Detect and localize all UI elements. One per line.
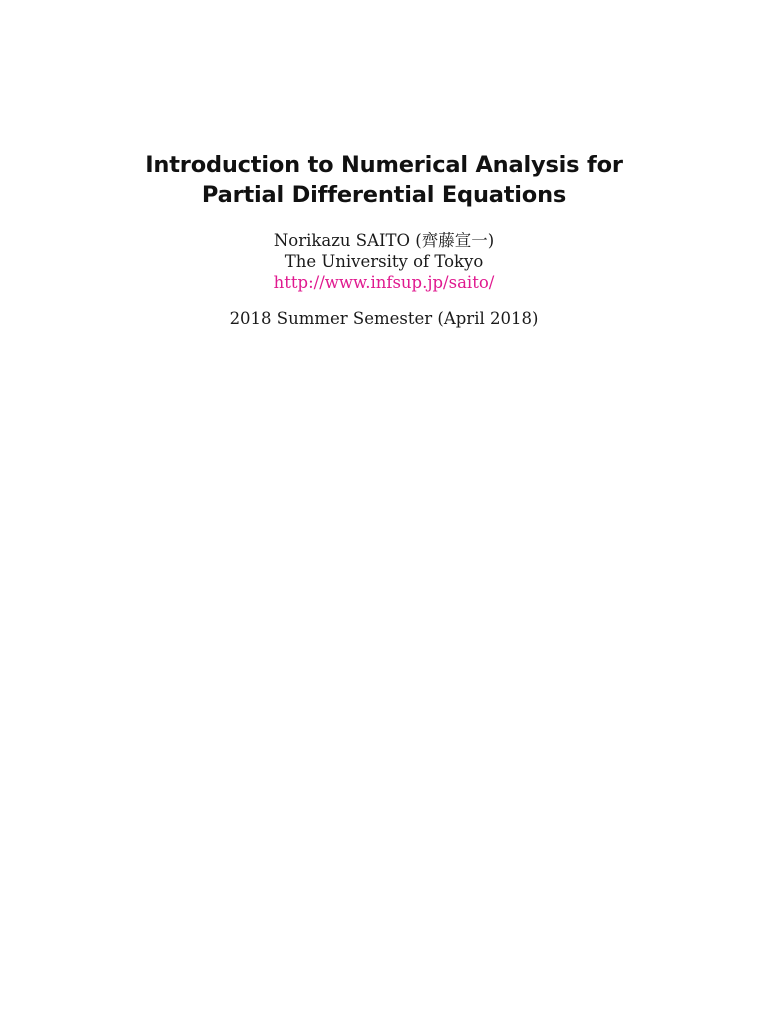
title-line-1: Introduction to Numerical Analysis for: [145, 152, 623, 178]
author-name: Norikazu SAITO (齊藤宣一): [273, 231, 495, 250]
author-homepage-link[interactable]: http://www.infsup.jp/saito/: [273, 273, 495, 292]
author-affiliation: The University of Tokyo: [284, 252, 484, 271]
document-title: [0, 150, 768, 210]
semester-date: 2018 Summer Semester (April 2018): [229, 309, 539, 328]
author-block: [0, 230, 768, 293]
title-line-2: Partial Differential Equations: [201, 182, 567, 208]
